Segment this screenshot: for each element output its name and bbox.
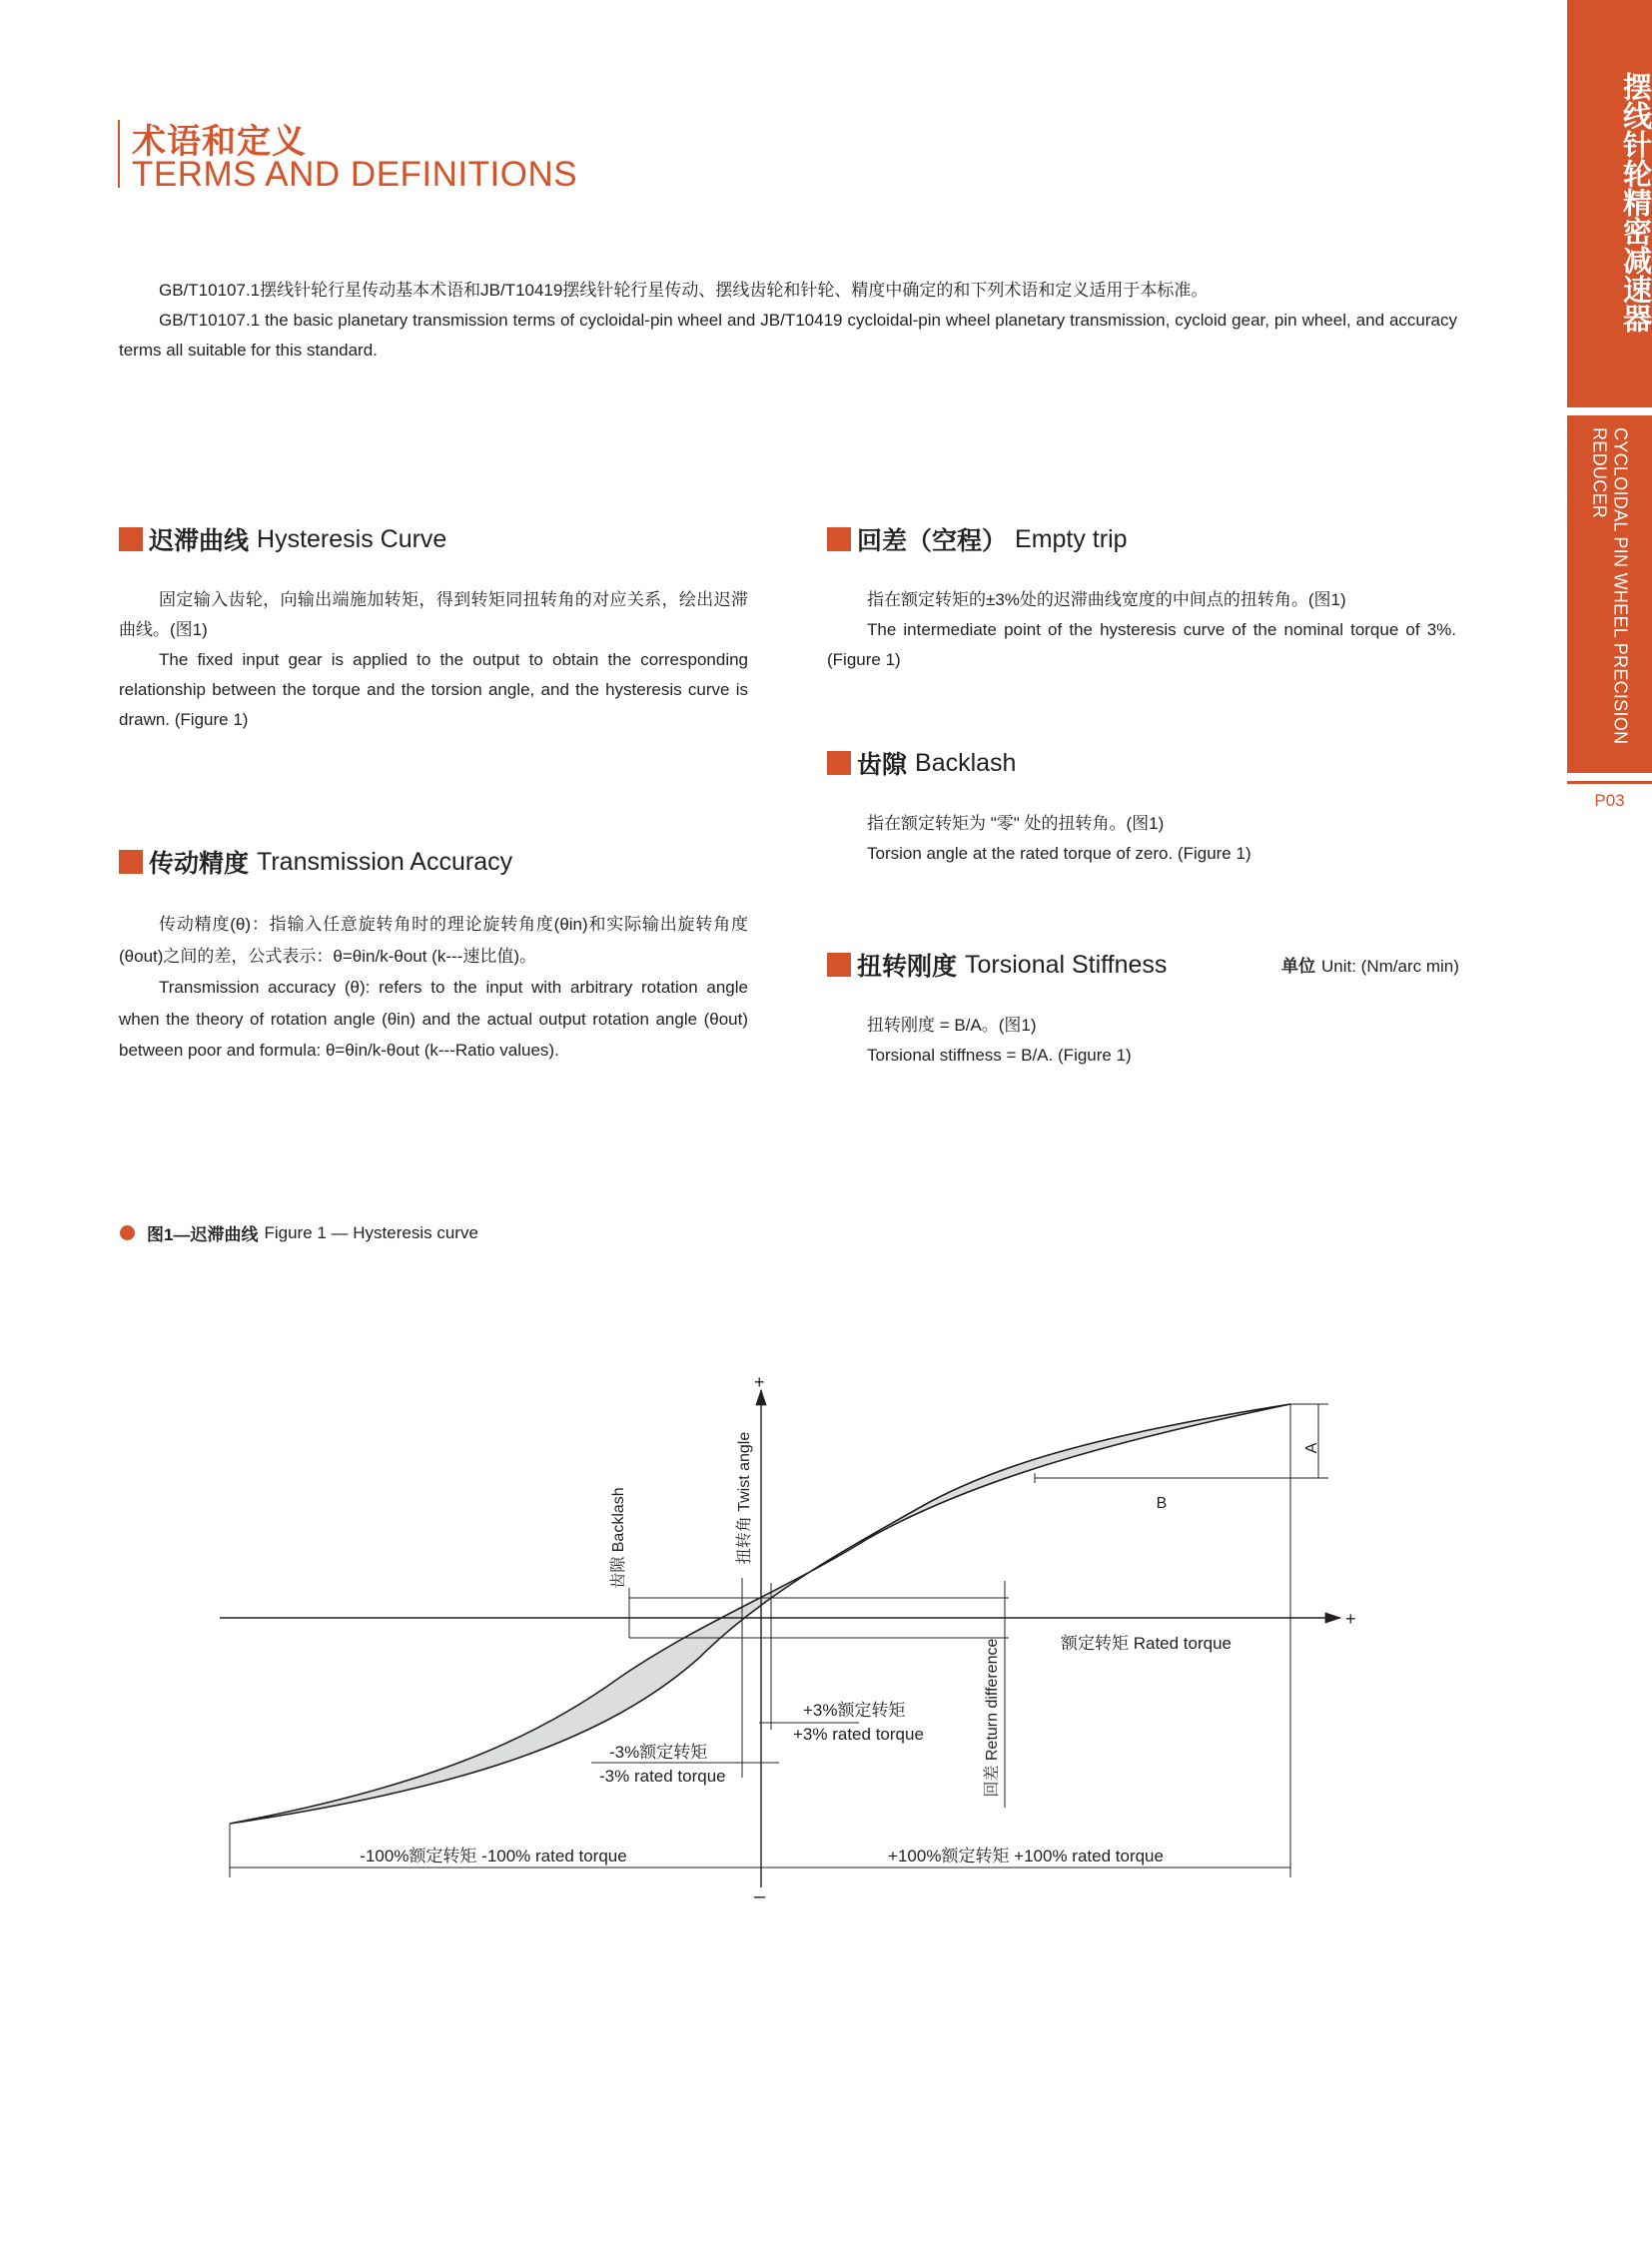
section-backlash-heading: 齿隙 Backlash bbox=[827, 745, 1016, 781]
y-axis-minus: – bbox=[754, 1885, 766, 1907]
section-marker bbox=[119, 527, 143, 551]
page-title-cn: 术语和定义 bbox=[132, 123, 307, 161]
hysteresis-diagram bbox=[0, 1338, 1652, 1937]
section-backlash-body: 指在额定转矩为 "零" 处的扭转角。(图1) Torsion angle at the rated torque of zero. (Figure 1) bbox=[867, 814, 1251, 863]
label-rated-torque: 额定转矩 Rated torque bbox=[1061, 1634, 1233, 1653]
intro-paragraph bbox=[119, 276, 1457, 366]
x-axis-plus: + bbox=[1345, 1609, 1356, 1629]
section-marker bbox=[119, 850, 143, 874]
caption-bullet bbox=[120, 1225, 135, 1240]
section-accuracy-body: 传动精度(θ)：指输入任意旋转角时的理论旋转角度(θin)和实际输出旋转角度(θout)之间的差，公式表示：θ=θin/k-θout (k---速比值)。 Transmission accuracy (θ): refers to the input with arbitrary rotation angle when the theory of rotation angle (θin) and the actual output rotation angle (θout) between poor and formula: θ=θin/k-θout (k---Ratio values). bbox=[119, 915, 748, 1060]
section-marker bbox=[827, 751, 851, 775]
label-plus3-cn: +3%额定转矩 bbox=[803, 1701, 906, 1720]
label-minus3-cn: -3%额定转矩 bbox=[609, 1743, 708, 1762]
stiffness-unit: 单位 Unit: (Nm/arc min) bbox=[1281, 957, 1459, 976]
label-minus3-en: -3% rated torque bbox=[599, 1767, 726, 1786]
section-marker bbox=[827, 527, 851, 551]
sidebar-divider bbox=[1567, 781, 1652, 784]
section-marker bbox=[827, 953, 851, 977]
page-title-en: TERMS AND DEFINITIONS bbox=[132, 155, 578, 194]
label-b: B bbox=[1156, 1495, 1168, 1512]
hysteresis-loop bbox=[230, 1404, 1290, 1824]
label-return-difference: 回差 Return difference bbox=[984, 1638, 1001, 1798]
intro-cn: GB/T10107.1摆线针轮行星传动基本术语和JB/T10419摆线针轮行星传动、摆线齿轮和针轮、精度中确定的和下列术语和定义适用于本标准。 bbox=[159, 281, 1209, 300]
section-empty-trip-heading: 回差（空程） Empty trip bbox=[827, 521, 1128, 557]
label-twist-angle: 扭转角 Twist angle bbox=[736, 1431, 753, 1565]
section-hysteresis-body: 固定输入齿轮，向输出端施加转矩，得到转矩同扭转角的对应关系，绘出迟滞曲线。(图1) The fixed input gear is applied to the output to obtain the corresponding relationship between the torque and the torsion angle, and the hysteresis curve is drawn. (Figure 1) bbox=[119, 590, 748, 729]
sidebar-title-en: CYCLOIDAL PIN WHEEL PRECISION REDUCER bbox=[1589, 427, 1631, 745]
label-a: A bbox=[1303, 1442, 1320, 1454]
label-plus100: +100%额定转矩 +100% rated torque bbox=[888, 1847, 1164, 1866]
intro-en: GB/T10107.1 the basic planetary transmission terms of cycloidal-pin wheel and JB/T10419 cycloidal-pin wheel planetary transmission, cycloid gear, pin wheel, and accuracy terms all suitable for this standard. bbox=[119, 311, 1457, 360]
label-plus3-en: +3% rated torque bbox=[793, 1725, 924, 1744]
title-accent-bar bbox=[118, 120, 120, 188]
section-stiffness-body: 扭转刚度 = B/A。(图1) Torsional stiffness = B/A. (Figure 1) bbox=[867, 1016, 1132, 1065]
section-empty-trip-body: 指在额定转矩的±3%处的迟滞曲线宽度的中间点的扭转角。(图1) The intermediate point of the hysteresis curve of the nominal torque of 3%. (Figure 1) bbox=[827, 590, 1456, 669]
section-hysteresis-heading: 迟滞曲线 Hysteresis Curve bbox=[119, 521, 446, 557]
section-accuracy-heading: 传动精度 Transmission Accuracy bbox=[119, 844, 512, 880]
section-stiffness-heading: 扭转刚度 Torsional Stiffness bbox=[827, 947, 1167, 983]
label-minus100: -100%额定转矩 -100% rated torque bbox=[360, 1847, 627, 1866]
y-axis-plus: + bbox=[754, 1372, 765, 1392]
label-backlash: 齿隙 Backlash bbox=[610, 1487, 627, 1589]
sidebar-title-cn: 摆线针轮精密减速器 bbox=[1619, 72, 1651, 333]
figure-caption: 图1—迟滞曲线 Figure 1 — Hysteresis curve bbox=[120, 1220, 478, 1245]
page-number: P03 bbox=[1594, 791, 1625, 810]
